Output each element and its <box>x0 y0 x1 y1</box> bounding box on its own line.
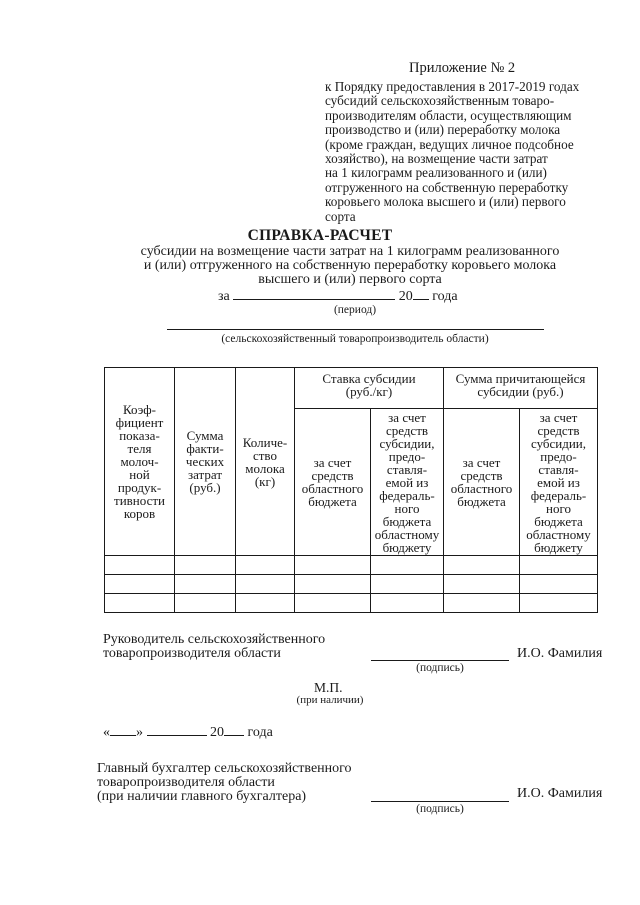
head-name: И.О. Фамилия <box>517 646 603 661</box>
appendix-line: субсидий сельскохозяйственным товаро- <box>325 93 555 109</box>
accountant-signature-caption: (подпись) <box>416 803 464 815</box>
table-row <box>105 594 598 613</box>
stamp-caption: (при наличии) <box>296 694 364 706</box>
date-year-suffix: года <box>247 725 273 740</box>
header-actual-costs: Сумма факти- ческих затрат (руб.) <box>175 368 236 556</box>
header-milk-quantity: Количе- ство молока (кг) <box>236 368 295 556</box>
header-amount-regional: за счет средств областного бюджета <box>444 409 520 556</box>
table-cell[interactable] <box>371 575 444 594</box>
appendix-line: производителям области, осуществляющим <box>325 107 572 123</box>
subtitle-line: высшего и (или) первого сорта <box>258 271 442 287</box>
header-rate-regional: за счет средств областного бюджета <box>295 409 371 556</box>
date-field <box>103 723 273 741</box>
head-signature-caption: (подпись) <box>416 662 464 674</box>
appendix-line: на 1 килограмм реализованного и (или) <box>325 165 547 181</box>
table-cell[interactable] <box>444 556 520 575</box>
period-blank[interactable] <box>233 287 395 300</box>
table-cell[interactable] <box>295 556 371 575</box>
table-cell[interactable] <box>520 556 598 575</box>
accountant-signature-blank[interactable] <box>371 801 509 802</box>
date-day-blank[interactable] <box>110 723 136 736</box>
accountant-name: И.О. Фамилия <box>517 786 603 801</box>
head-title-line: Руководитель сельскохозяйственного <box>103 632 326 647</box>
date-month-blank[interactable] <box>147 723 207 736</box>
table-cell[interactable] <box>444 575 520 594</box>
table-row <box>105 556 598 575</box>
period-field <box>218 287 458 305</box>
table-cell[interactable] <box>371 556 444 575</box>
appendix-line: производство и (или) переработку молока <box>325 122 561 138</box>
appendix-line: коровьего молока высшего и (или) первого <box>325 194 566 210</box>
producer-caption: (сельскохозяйственный товаропроизводитель области) <box>221 333 489 345</box>
table-cell[interactable] <box>236 556 295 575</box>
appendix-line: к Порядку предоставления в 2017-2019 годах <box>325 79 580 94</box>
appendix-line: хозяйство), на возмещение части затрат <box>325 151 548 167</box>
appendix-text <box>325 80 615 224</box>
date-year-prefix: 20 <box>210 725 224 740</box>
appendix-line: (кроме граждан, ведущих личное подсобное <box>325 136 574 152</box>
stamp-label: М.П. <box>314 680 343 695</box>
header-subsidy-amount: Сумма причитающейся субсидии (руб.) <box>444 368 598 409</box>
period-prefix: за <box>218 289 230 304</box>
date-year-blank[interactable] <box>224 723 244 736</box>
subtitle-line: субсидии на возмещение части затрат на 1 килограмм реализованного <box>140 244 560 259</box>
table-cell[interactable] <box>105 594 175 613</box>
table-cell[interactable] <box>520 575 598 594</box>
date-quote-close: » <box>136 725 143 740</box>
accountant-title-line: товаропроизводителя области <box>97 775 275 790</box>
period-year-blank[interactable] <box>413 287 429 300</box>
table-row <box>105 575 598 594</box>
header-rate-federal: за счет средств субсидии, предо- ставля- емой из федераль- ного бюджета областному бюджету <box>371 409 444 556</box>
accountant-title-line: (при наличии главного бухгалтера) <box>97 789 307 804</box>
accountant-title-line: Главный бухгалтер сельскохозяйственного <box>97 761 352 776</box>
head-title-line: товаропроизводителя области <box>103 646 281 661</box>
document-subtitle <box>0 245 640 286</box>
table-cell[interactable] <box>175 556 236 575</box>
subtitle-line: и (или) отгруженного на собственную переработку коровьего молока <box>143 257 557 273</box>
header-subsidy-rate: Ставка субсидии (руб./кг) <box>295 368 444 409</box>
header-amount-federal: за счет средств субсидии, предо- ставля- емой из федераль- ного бюджета областному бюджету <box>520 409 598 556</box>
table-cell[interactable] <box>105 556 175 575</box>
head-signature-blank[interactable] <box>371 660 509 661</box>
date-quote-open: « <box>103 725 110 740</box>
appendix-line: отгруженного на собственную переработку <box>325 179 569 195</box>
table-cell[interactable] <box>175 594 236 613</box>
producer-blank[interactable] <box>167 329 544 330</box>
document-title: СПРАВКА-РАСЧЕТ <box>247 227 393 244</box>
table-cell[interactable] <box>295 575 371 594</box>
table-cell[interactable] <box>371 594 444 613</box>
appendix-title: Приложение № 2 <box>409 60 516 76</box>
appendix-line: сорта <box>325 208 356 224</box>
table-cell[interactable] <box>175 575 236 594</box>
calculation-table <box>104 367 598 613</box>
table-cell[interactable] <box>236 594 295 613</box>
table-cell[interactable] <box>295 594 371 613</box>
table-cell[interactable] <box>520 594 598 613</box>
table-cell[interactable] <box>236 575 295 594</box>
header-coefficient: Коэф- фициент показа- теля молоч- ной продук- тивности коров <box>105 368 175 556</box>
table-cell[interactable] <box>105 575 175 594</box>
period-year-prefix: 20 <box>398 289 413 304</box>
period-year-suffix: года <box>432 289 458 304</box>
period-caption: (период) <box>333 304 377 316</box>
table-cell[interactable] <box>444 594 520 613</box>
